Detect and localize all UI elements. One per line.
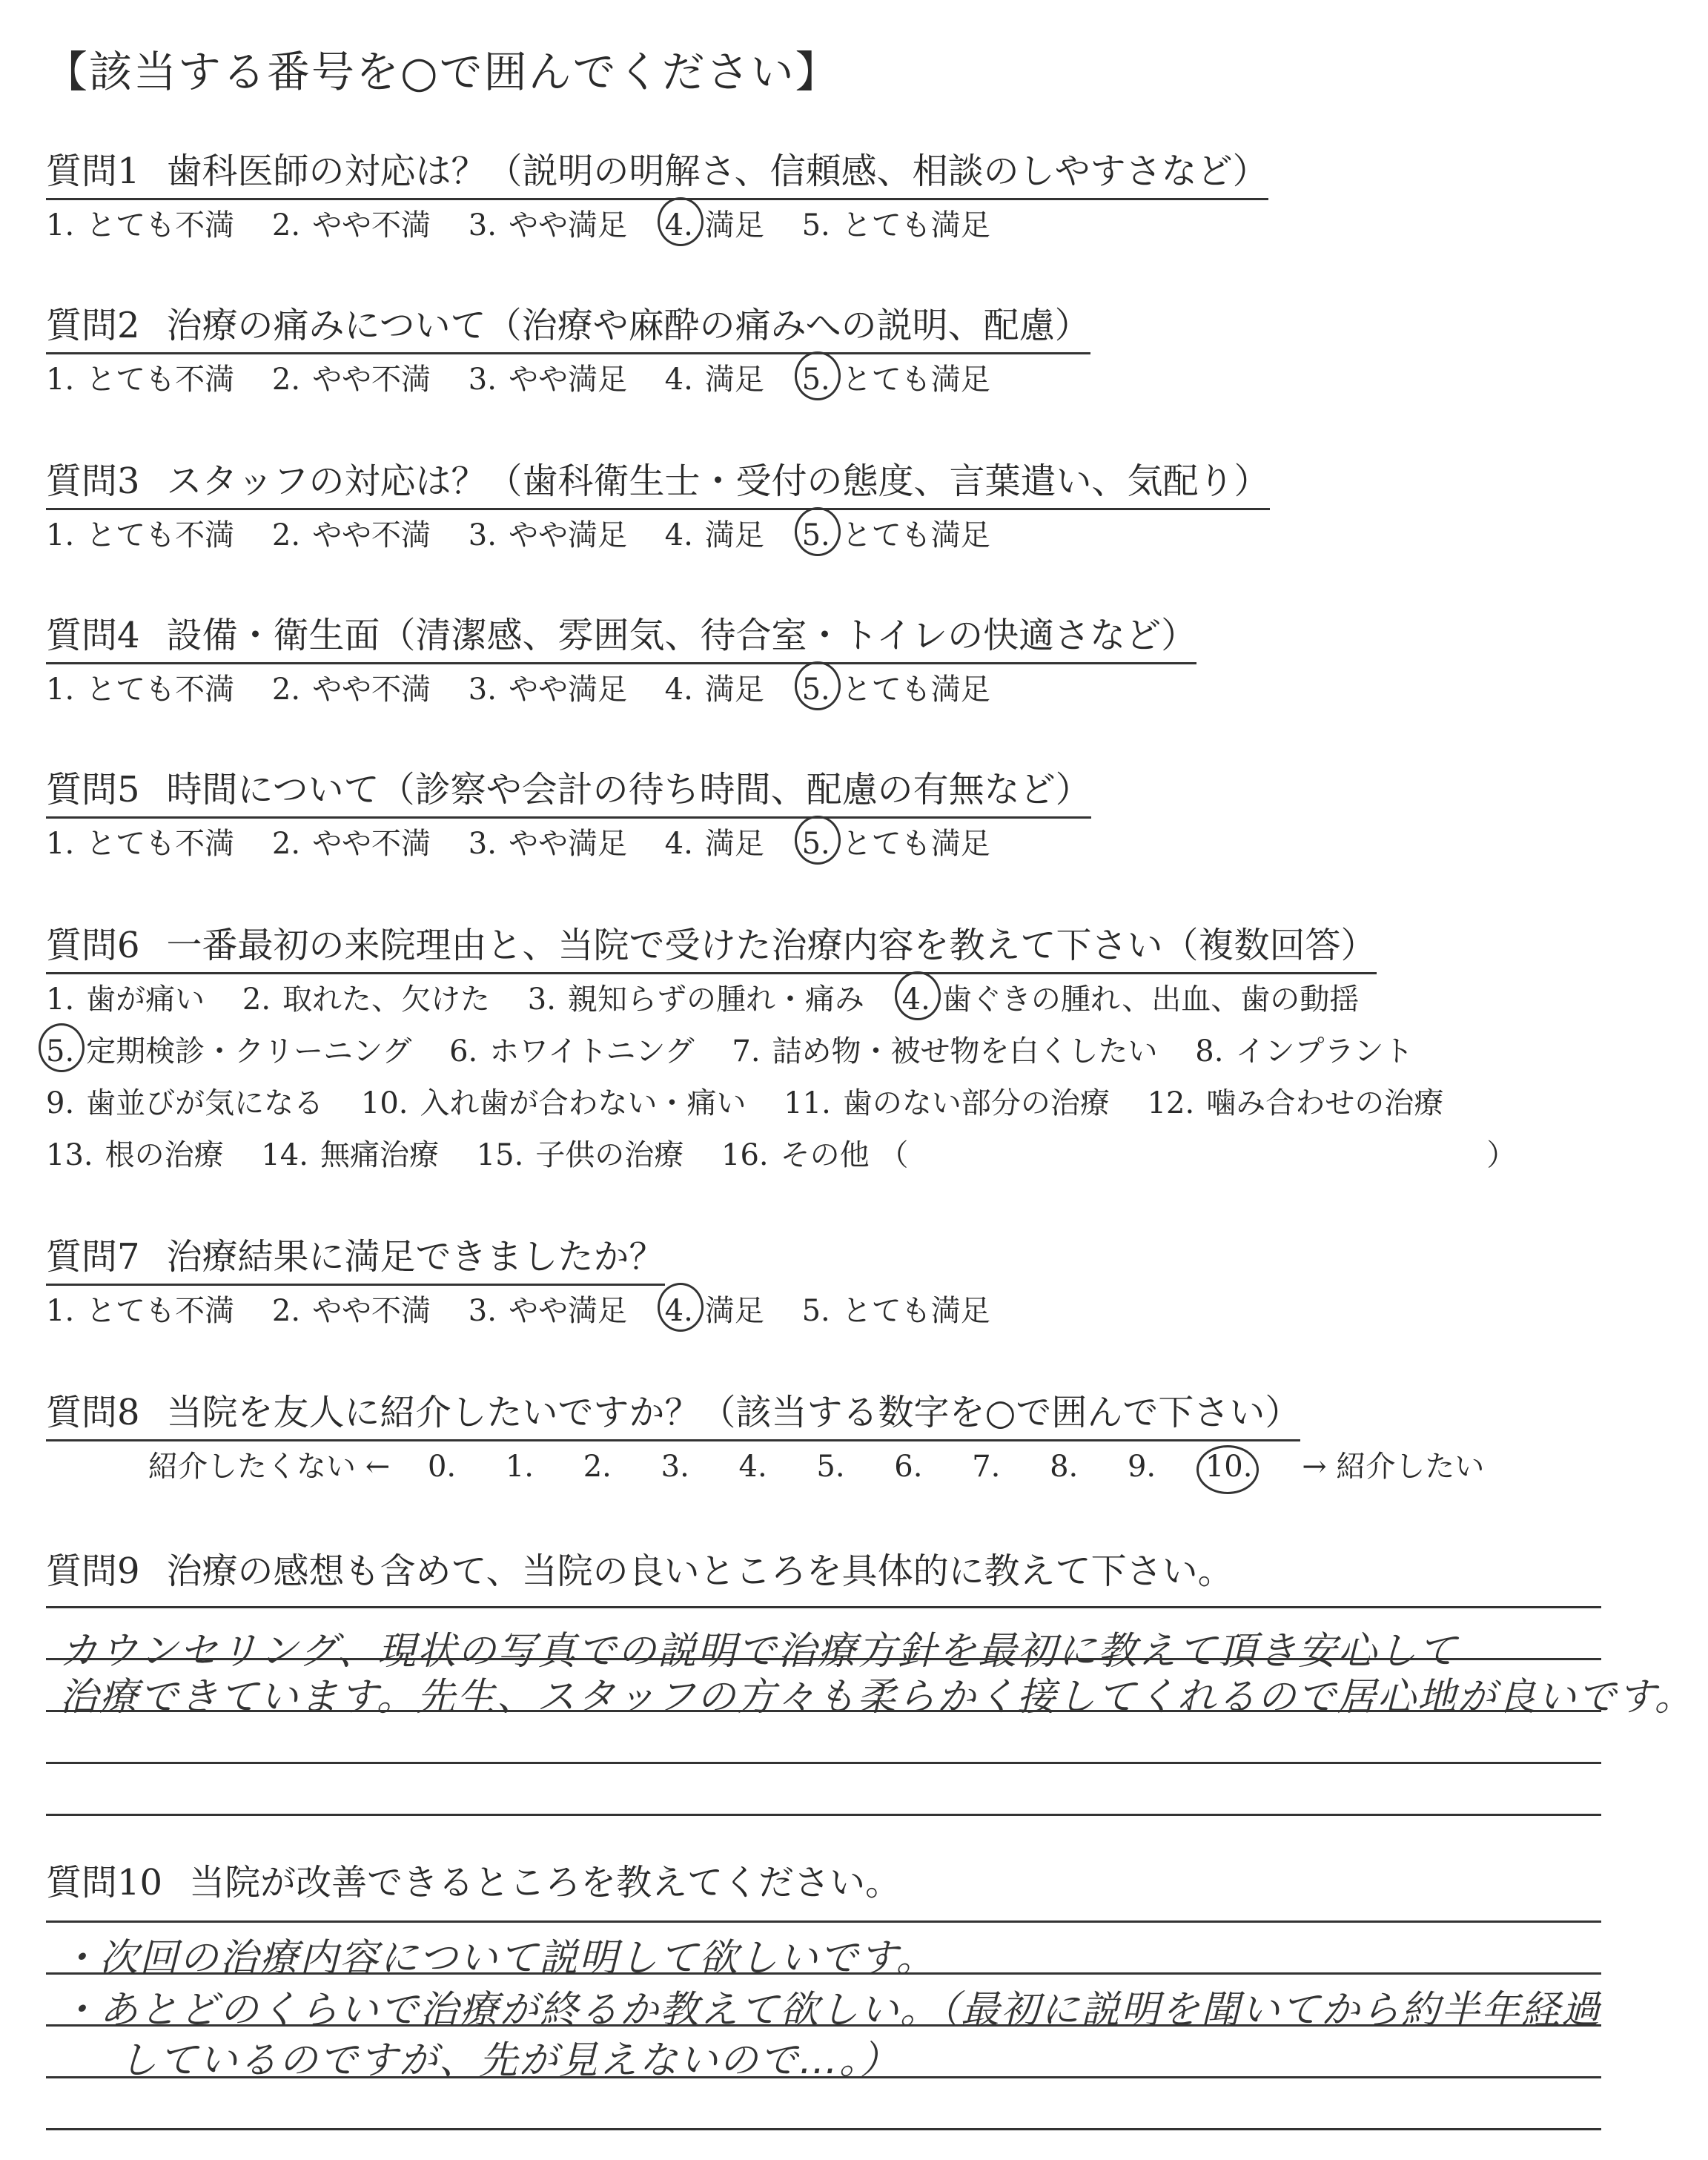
q4-option-5[interactable]: 5. とても満足 <box>801 673 990 707</box>
q7-option-2[interactable]: 2. やや不満 <box>271 1294 431 1328</box>
q8-scale-0[interactable]: 0. <box>427 1450 457 1484</box>
q2-title <box>46 297 1090 354</box>
q6-option-10[interactable]: 10. 入れ歯が合わない・痛い <box>360 1086 747 1120</box>
q8-scale-5[interactable]: 5. <box>816 1450 845 1484</box>
q5-option-5[interactable]: 5. とても満足 <box>801 827 990 861</box>
q4-option-1[interactable]: 1. とても不満 <box>46 673 235 707</box>
q1-number: 質問1 <box>46 151 140 192</box>
q10-answer-line <box>46 2024 1601 2027</box>
q4-option-3[interactable]: 3. やや満足 <box>468 673 627 707</box>
q8-number: 質問8 <box>46 1392 140 1433</box>
q6-other-paren-close: ） <box>1486 1138 1517 1172</box>
q9-answer-line <box>46 1658 1601 1660</box>
q7-text: 治療結果に満足できましたか？ <box>166 1236 665 1278</box>
q9-text: 治療の感想も含めて、当院の良いところを具体的に教えて下さい。 <box>166 1550 1234 1592</box>
q10-answer-line <box>46 1920 1601 1923</box>
q6-option-7[interactable]: 7. 詰め物・被せ物を白くしたい <box>732 1034 1158 1069</box>
q8-text: 当院を友人に紹介したいですか？（該当する数字を○で囲んで下さい） <box>166 1392 1301 1433</box>
q4-number: 質問4 <box>46 615 140 656</box>
q6-options-row4 <box>46 1132 1544 1174</box>
q8-scale-10[interactable]: 10. <box>1205 1450 1253 1484</box>
q9-answer-line <box>46 1762 1601 1764</box>
q2-option-1[interactable]: 1. とても不満 <box>46 363 235 397</box>
q3-text: スタッフの対応は？（歯科衛生士・受付の態度、言葉遣い、気配り） <box>166 460 1270 502</box>
q6-options-row2 <box>46 1028 1441 1070</box>
q8-scale-8[interactable]: 8. <box>1050 1450 1079 1484</box>
q5-number: 質問5 <box>46 769 140 810</box>
q10-number: 質問10 <box>46 1862 163 1903</box>
q4-option-2[interactable]: 2. やや不満 <box>271 673 431 707</box>
q7-option-5[interactable]: 5. とても満足 <box>801 1294 990 1328</box>
q6-option-3[interactable]: 3. 親知らずの腫れ・痛み <box>527 982 864 1017</box>
q3-option-3[interactable]: 3. やや満足 <box>468 518 627 552</box>
q6-option-1[interactable]: 1. 歯が痛い <box>46 982 205 1017</box>
q3-option-2[interactable]: 2. やや不満 <box>271 518 431 552</box>
q5-option-1[interactable]: 1. とても不満 <box>46 827 235 861</box>
q9-answer-line <box>46 1606 1601 1608</box>
q2-option-2[interactable]: 2. やや不満 <box>271 363 431 397</box>
q6-option-12[interactable]: 12. 噛み合わせの治療 <box>1147 1086 1444 1120</box>
q8-scale-4[interactable]: 4. <box>738 1450 767 1484</box>
q6-text: 一番最初の来院理由と、当院で受けた治療内容を教えて下さい（複数回答） <box>166 925 1377 966</box>
q10-answer-line <box>46 1972 1601 1975</box>
q7-option-4[interactable]: 4. 満足 <box>664 1294 764 1328</box>
q8-scale-6[interactable]: 6. <box>894 1450 923 1484</box>
q7-option-1[interactable]: 1. とても不満 <box>46 1294 235 1328</box>
q8-scale-2[interactable]: 2. <box>583 1450 612 1484</box>
q4-option-4[interactable]: 4. 満足 <box>664 673 764 707</box>
q3-options <box>46 512 1019 554</box>
q8-scale <box>148 1443 1512 1485</box>
q5-option-2[interactable]: 2. やや不満 <box>271 827 431 861</box>
q6-title <box>46 916 1377 974</box>
q2-text: 治療の痛みについて（治療や麻酔の痛みへの説明、配慮） <box>166 305 1090 346</box>
q1-option-1[interactable]: 1. とても不満 <box>46 208 235 242</box>
q9-number: 質問9 <box>46 1550 140 1592</box>
q8-scale-1[interactable]: 1. <box>505 1450 534 1484</box>
q6-option-13[interactable]: 13. 根の治療 <box>46 1138 224 1172</box>
q10-title <box>46 1854 901 1909</box>
q8-left-label: 紹介したくない ← <box>148 1450 391 1484</box>
q9-answer-line <box>46 1710 1601 1712</box>
q6-option-8[interactable]: 8. インプラント <box>1195 1034 1414 1069</box>
q3-number: 質問3 <box>46 460 140 502</box>
q7-option-3[interactable]: 3. やや満足 <box>468 1294 627 1328</box>
q1-options <box>46 202 1019 244</box>
q6-option-5[interactable]: 5. 定期検診・クリーニング <box>46 1034 412 1069</box>
q10-answer-line <box>46 2076 1601 2078</box>
q7-title <box>46 1228 665 1286</box>
q9-answer-text-1[interactable]: カウンセリング、現状の写真での説明で治療方針を最初に教えて頂き安心して <box>59 1629 1458 1674</box>
q6-option-16[interactable]: 16. その他 （ ） <box>721 1138 1517 1172</box>
q4-title <box>46 607 1196 664</box>
q6-number: 質問6 <box>46 925 140 966</box>
q6-option-2[interactable]: 2. 取れた、欠けた <box>242 982 491 1017</box>
q1-option-5[interactable]: 5. とても満足 <box>801 208 990 242</box>
q7-options <box>46 1287 1019 1330</box>
q8-title <box>46 1384 1300 1441</box>
q2-option-4[interactable]: 4. 満足 <box>664 363 764 397</box>
q5-title <box>46 761 1091 819</box>
q5-text: 時間について（診察や会計の待ち時間、配慮の有無など） <box>166 769 1091 810</box>
q9-answer-text-2[interactable]: 治療できています。先生、スタッフの方々も柔らかく接してくれるので居心地が良いです。 <box>59 1675 1695 1720</box>
q6-option-9[interactable]: 9. 歯並びが気になる <box>46 1086 324 1120</box>
q6-option-6[interactable]: 6. ホワイトニング <box>449 1034 695 1069</box>
q6-options-row1 <box>46 976 1387 1018</box>
q6-option-15[interactable]: 15. 子供の治療 <box>476 1138 684 1172</box>
q10-answer-text-3[interactable]: しているのですが、先が見えないので…。） <box>119 2038 901 2083</box>
q9-title <box>46 1542 1234 1598</box>
q5-options <box>46 820 1019 862</box>
q6-option-4[interactable]: 4. 歯ぐきの腫れ、出血、歯の動揺 <box>901 982 1360 1017</box>
q3-title <box>46 452 1270 510</box>
q10-text: 当院が改善できるところを教えてください。 <box>189 1862 901 1903</box>
q10-answer-line <box>46 2128 1601 2130</box>
q4-text: 設備・衛生面（清潔感、雰囲気、待合室・トイレの快適さなど） <box>166 615 1197 656</box>
q7-number: 質問7 <box>46 1236 140 1278</box>
q5-option-4[interactable]: 4. 満足 <box>664 827 764 861</box>
q1-option-2[interactable]: 2. やや不満 <box>271 208 431 242</box>
q9-answer-line <box>46 1814 1601 1816</box>
q6-option-11[interactable]: 11. 歯のない部分の治療 <box>784 1086 1110 1120</box>
q2-options <box>46 356 1019 398</box>
q6-option-14[interactable]: 14. 無痛治療 <box>261 1138 439 1172</box>
q8-scale-3[interactable]: 3. <box>661 1450 689 1484</box>
q3-option-4[interactable]: 4. 満足 <box>664 518 764 552</box>
q2-option-3[interactable]: 3. やや満足 <box>468 363 627 397</box>
q10-answer-text-1[interactable]: ・次回の治療内容について説明して欲しいです。 <box>59 1936 936 1981</box>
q3-option-1[interactable]: 1. とても不満 <box>46 518 235 552</box>
q8-scale-9[interactable]: 9. <box>1127 1450 1156 1484</box>
q1-option-3[interactable]: 3. やや満足 <box>468 208 627 242</box>
q2-number: 質問2 <box>46 305 140 346</box>
q3-option-5[interactable]: 5. とても満足 <box>801 518 990 552</box>
q1-text: 歯科医師の対応は？（説明の明解さ、信頼感、相談のしやすさなど） <box>166 151 1268 192</box>
q8-right-label: → 紹介したい <box>1302 1450 1485 1484</box>
q6-options-row3 <box>46 1080 1472 1122</box>
q4-options <box>46 666 1019 708</box>
q1-title <box>46 142 1268 200</box>
page-heading: 【該当する番号を○で囲んでください】 <box>44 47 840 97</box>
q2-option-5[interactable]: 5. とても満足 <box>801 363 990 397</box>
q10-answer-text-2[interactable]: ・あとどのくらいで治療が終るか教えて欲しい。（最初に説明を聞いてから約半年経過 <box>59 1988 1602 2032</box>
q8-scale-7[interactable]: 7. <box>972 1450 1001 1484</box>
q1-option-4[interactable]: 4. 満足 <box>664 208 764 242</box>
q5-option-3[interactable]: 3. やや満足 <box>468 827 627 861</box>
q6-other-paren-open: （ <box>878 1138 909 1172</box>
